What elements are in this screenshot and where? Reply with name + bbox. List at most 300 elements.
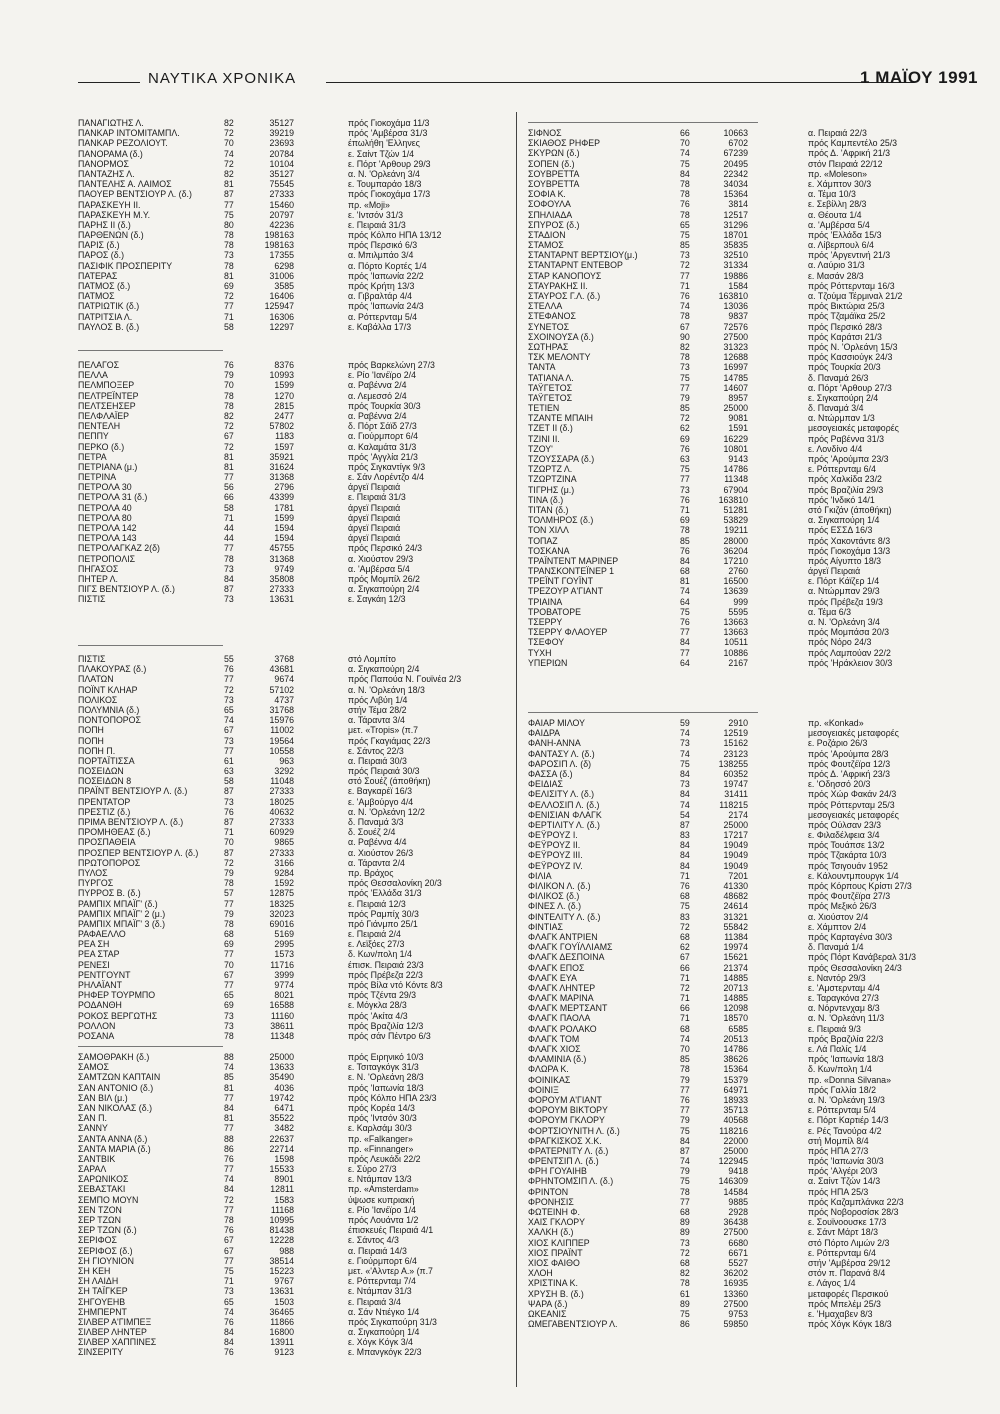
section-rule xyxy=(528,712,758,713)
position-status: α. Ν. 'Ορλεάνη 11/3 xyxy=(808,1013,885,1024)
position-status: ε. Τσιταγκόγκ 31/3 xyxy=(348,1062,419,1073)
gross-tonnage: 27333 xyxy=(269,189,294,200)
vessel-name: ΦΑΡΟΣΙΠ Λ. (δ) xyxy=(528,758,592,769)
position-status: πρός Χαλκίδα 23/2 xyxy=(808,474,882,485)
gross-tonnage: 9749 xyxy=(274,563,294,574)
vessel-name: ΦΛΑΓΚ ΧΙΟΣ xyxy=(528,1044,581,1054)
gross-tonnage: 14786 xyxy=(723,464,748,475)
position-status: ε. Τουμπαράο 18/3 xyxy=(348,179,422,190)
vessel-name: ΣΙΛΒΕΡ ΛΗΝΤΕΡ xyxy=(78,1327,147,1338)
vessel-name: ΣΗ ΛΑΙΔΗ xyxy=(78,1276,119,1287)
gross-tonnage: 9143 xyxy=(728,454,748,464)
position-status: α. Χιούστον 26/3 xyxy=(348,847,414,858)
vessel-name: ΦΛΑΓΚ ΡΟΛΑΚΟ xyxy=(528,1023,597,1034)
position-status: πρός Κόλπο ΗΠΑ 23/3 xyxy=(348,1092,437,1103)
section-rule xyxy=(528,122,758,123)
gross-tonnage: 2167 xyxy=(728,657,748,668)
position-status: πρός Ρόττερνταμ 16/3 xyxy=(808,280,895,291)
gross-tonnage: 1599 xyxy=(274,512,294,523)
position-status: ε. Χόγκ Κόγκ 3/4 xyxy=(348,1337,413,1348)
page-header xyxy=(78,68,978,96)
build-year: 78 xyxy=(680,1278,690,1289)
position-status: ε. Λά Παλίς 1/4 xyxy=(808,1044,867,1054)
build-year: 59 xyxy=(680,718,690,728)
build-year: 76 xyxy=(224,1225,234,1236)
gross-tonnage: 18933 xyxy=(723,1094,748,1105)
position-status: α. Θέουτα 1/4 xyxy=(808,209,862,220)
position-status: α. Ν. 'Ορλεάνη 3/4 xyxy=(348,168,420,179)
vessel-name: ΡΑΦΑΕΛΛΟ xyxy=(78,929,126,940)
vessel-name: ΤΣΚ ΜΕΛΟΝΤΥ xyxy=(528,352,591,363)
build-year: 63 xyxy=(224,766,234,777)
vessel-name: ΣΕΡ ΤΖΩΝ xyxy=(78,1215,121,1225)
position-status: πρός Περσικό 24/3 xyxy=(348,543,423,554)
vessel-name: ΤΟΝ ΧΙΛΛ xyxy=(528,525,569,536)
position-status: πρός Χόγκ Κόγκ 18/3 xyxy=(808,1319,892,1330)
gross-tonnage: 32023 xyxy=(269,908,294,919)
gross-tonnage: 17355 xyxy=(269,250,294,261)
gross-tonnage: 13631 xyxy=(269,594,294,605)
position-status: α. 'Αμβέρσα 5/4 xyxy=(348,563,410,574)
gross-tonnage: 31334 xyxy=(723,260,748,271)
build-year: 78 xyxy=(224,230,234,241)
gross-tonnage: 11160 xyxy=(270,1010,294,1021)
position-status: πρ. «Moji» xyxy=(348,199,390,210)
gross-tonnage: 17210 xyxy=(723,555,748,566)
build-year: 73 xyxy=(680,1237,690,1248)
position-status: πρός 'Αλγέρι 20/3 xyxy=(808,1166,878,1177)
position-status: πρός σάν Πέντρο 6/3 xyxy=(348,1030,431,1041)
vessel-name: ΦΛΩΡΑ Κ. xyxy=(528,1064,569,1075)
position-status: πρός Νοβοροσίσκ 28/3 xyxy=(808,1207,899,1217)
build-year: 72 xyxy=(680,260,690,271)
position-status: α. Ραβέννα 4/4 xyxy=(348,837,407,848)
build-year: 68 xyxy=(680,566,690,577)
position-status: α. Καλαμάτα 31/3 xyxy=(348,441,417,452)
position-status: πρός 'Αρούμπα 28/3 xyxy=(808,748,889,759)
vessel-name: ΦΡΟΝΗΣΙΣ xyxy=(528,1196,574,1207)
gross-tonnage: 67239 xyxy=(723,148,748,159)
build-year: 77 xyxy=(224,472,234,483)
build-year: 78 xyxy=(224,1215,234,1225)
vessel-name: ΤΕΤΙΕΝ xyxy=(528,403,560,414)
build-year: 76 xyxy=(680,617,690,627)
build-year: 82 xyxy=(224,118,234,128)
gross-tonnage: 9418 xyxy=(728,1166,748,1177)
position-status: πρός Γιοκοχάμα 13/3 xyxy=(808,545,891,556)
vessel-name: ΠΑΡΙΣ (δ.) xyxy=(78,240,120,251)
build-year: 73 xyxy=(224,1286,234,1297)
position-status: α. Ντώρμπαν 1/3 xyxy=(808,413,875,424)
build-year: 75 xyxy=(680,901,690,912)
position-status: α. Λίβερπουλ 6/4 xyxy=(808,240,874,251)
gross-tonnage: 11002 xyxy=(270,725,294,736)
vessel-name: ΣΑΝ ΑΝΤΟΝΙΟ (δ.) xyxy=(78,1082,154,1093)
gross-tonnage: 55842 xyxy=(723,921,748,932)
position-status: α. Ραβέννα 2/4 xyxy=(348,410,407,421)
gross-tonnage: 3814 xyxy=(728,199,748,210)
gross-tonnage: 1584 xyxy=(728,280,748,291)
gross-tonnage: 6298 xyxy=(274,260,294,271)
position-status: στό Λομπίτο xyxy=(348,654,396,664)
position-status: άργεϊ Πειραιά xyxy=(348,482,401,493)
build-year: 68 xyxy=(680,891,690,902)
vessel-name: ΣΗΜΠΕΡΝΤ xyxy=(78,1306,127,1317)
build-year: 76 xyxy=(224,1316,234,1327)
gross-tonnage: 14607 xyxy=(723,382,748,393)
vessel-name: ΠΡΕΝΤΑΤΟΡ xyxy=(78,796,131,807)
gross-tonnage: 15621 xyxy=(723,952,748,963)
position-status: ε. Πόρτ Κάϊζερ 1/4 xyxy=(808,576,880,587)
vessel-name: ΦΛΑΓΚ ΔΕΣΠΟΙΝΑ xyxy=(528,952,605,963)
build-year: 87 xyxy=(224,817,234,827)
build-year: 77 xyxy=(680,1105,690,1116)
build-year: 77 xyxy=(680,1084,690,1095)
gross-tonnage: 9837 xyxy=(728,311,748,322)
gross-tonnage: 1597 xyxy=(274,441,294,452)
vessel-name: ΠΟΠΗ Π. xyxy=(78,745,116,756)
vessel-name: ΠΕΤΡΟΛΑ 40 xyxy=(78,502,132,513)
vessel-name: ΠΟΛΙΚΟΣ xyxy=(78,694,118,705)
position-status: ε. Σάντος 4/3 xyxy=(348,1235,399,1246)
vessel-name: ΠΥΛΟΣ xyxy=(78,867,108,878)
build-year: 54 xyxy=(680,809,690,820)
gross-tonnage: 42236 xyxy=(269,219,294,230)
vessel-name: ΦΛΑΓΚ ΕΠΟΣ xyxy=(528,962,585,973)
build-year: 74 xyxy=(224,1174,234,1185)
gross-tonnage: 18570 xyxy=(723,1013,748,1024)
gross-tonnage: 19211 xyxy=(724,525,748,536)
position-status: πρός Γιοκοχάμα 17/3 xyxy=(348,189,431,200)
position-status: ε. Ντάμπαν 31/3 xyxy=(348,1286,412,1297)
position-status: στόν π. Παρανά 8/4 xyxy=(808,1268,886,1279)
gross-tonnage: 31323 xyxy=(723,341,748,352)
gross-tonnage: 35921 xyxy=(269,451,294,462)
gross-tonnage: 20713 xyxy=(723,982,748,993)
gross-tonnage: 38514 xyxy=(269,1255,294,1266)
vessel-name: ΡΕΑ ΣΗ xyxy=(78,939,110,950)
vessel-name: ΠΡΟΜΗΘΕΑΣ (δ.) xyxy=(78,827,151,838)
vessel-name: ΤΖΩΡΤΖ Λ. xyxy=(528,464,573,475)
vessel-name: ΦΛΑΓΚ ΓΟΥΪΛΛΙΑΜΣ xyxy=(528,942,613,953)
vessel-name: ΦΕΫΡΟΥΖ ΙΙΙ. xyxy=(528,850,583,861)
column-divider xyxy=(516,112,517,1387)
vessel-name: ΤΖΑΝΤΕ ΜΠΑΙΗ xyxy=(528,413,593,424)
gross-tonnage: 16406 xyxy=(269,291,294,302)
position-status: πρός 'Ινδικό 14/1 xyxy=(808,494,875,505)
build-year: 77 xyxy=(224,1123,234,1134)
vessel-name: ΠΑΤΜΟΣ (δ.) xyxy=(78,281,131,291)
position-status: πρός Καζαμπλάνκα 22/3 xyxy=(808,1196,904,1207)
build-year: 79 xyxy=(680,392,690,403)
build-year: 72 xyxy=(224,128,234,139)
vessel-name: ΦΑΣΣΑ (δ.) xyxy=(528,768,573,779)
position-status: ε. Ρίο 'Ιανέϊρο 1/4 xyxy=(348,1204,417,1215)
vessel-name: ΡΑΜΠΙΧ ΜΠΑΪΓ' 2 (μ.) xyxy=(78,908,166,919)
build-year: 72 xyxy=(224,857,234,868)
build-year: 73 xyxy=(680,362,690,373)
gross-tonnage: 31321 xyxy=(723,911,748,922)
vessel-name: ΤΡΕΖΟΥΡ Α'ΓΙΑΝΤ xyxy=(528,586,604,597)
vessel-name: ΣΤΑΝΤΑΡΝΤ ΕΝΤΕΒΟΡ xyxy=(528,260,623,271)
position-status: πρός Τσιγουάν 1952 xyxy=(808,860,888,871)
vessel-name: ΠΕΡΚΟ (δ.) xyxy=(78,441,125,452)
vessel-name: ΤΖΟΥΣΣΑΡΑ (δ.) xyxy=(528,454,595,464)
position-status: πρός Κρήτη 13/3 xyxy=(348,281,415,291)
vessel-name: ΣΧΟΙΝΟΥΣΑ (δ.) xyxy=(528,331,594,342)
gross-tonnage: 35127 xyxy=(269,118,294,128)
vessel-name: ΠΡΕΣΤΙΖ (δ.) xyxy=(78,806,131,817)
build-year: 76 xyxy=(680,545,690,556)
build-year: 74 xyxy=(680,799,690,810)
build-year: 75 xyxy=(224,209,234,220)
vessel-name: ΠΑΡΟΣ (δ.) xyxy=(78,250,125,261)
position-status: πρός Τουάπσε 13/2 xyxy=(808,840,885,851)
gross-tonnage: 19747 xyxy=(723,779,748,790)
build-year: 65 xyxy=(224,1296,234,1307)
vessel-name: ΤΣΕΦΟΥ xyxy=(528,637,565,648)
build-year: 77 xyxy=(224,543,234,554)
build-year: 76 xyxy=(224,806,234,817)
vessel-name: ΤΟΛΜΗΡΟΣ (δ.) xyxy=(528,515,594,526)
position-status: α. Ν. 'Ορλεάνη 12/2 xyxy=(348,806,425,817)
gross-tonnage: 1594 xyxy=(274,523,294,533)
position-status: ε. 'Οδησσό 20/3 xyxy=(808,779,871,790)
gross-tonnage: 12228 xyxy=(269,1235,294,1246)
build-year: 81 xyxy=(224,270,234,281)
build-year: 75 xyxy=(680,758,690,769)
position-status: πρός Γιοκοχάμα 11/3 xyxy=(348,118,430,128)
gross-tonnage: 8376 xyxy=(274,360,294,370)
build-year: 62 xyxy=(680,942,690,953)
gross-tonnage: 198163 xyxy=(264,240,294,251)
gross-tonnage: 27500 xyxy=(723,1298,748,1309)
gross-tonnage: 22714 xyxy=(269,1143,294,1154)
vessel-name: ΠΕΤΡΟΠΟΛΙΣ xyxy=(78,553,136,564)
build-year: 71 xyxy=(224,1276,234,1287)
build-year: 86 xyxy=(224,1143,234,1154)
gross-tonnage: 10993 xyxy=(269,370,294,381)
position-status: ε. Σάν Λορέντζο 4/4 xyxy=(348,472,424,483)
position-status: πρός Λουάντα 1/2 xyxy=(348,1215,419,1225)
vessel-name: ΣΕΜΠΟ ΜΟΥΝ xyxy=(78,1194,139,1205)
build-year: 83 xyxy=(680,830,690,841)
gross-tonnage: 23123 xyxy=(723,748,748,759)
build-year: 78 xyxy=(224,553,234,564)
build-year: 78 xyxy=(680,189,690,200)
build-year: 83 xyxy=(680,911,690,922)
position-status: δ. Σουέζ 2/4 xyxy=(348,827,396,838)
position-status: στό Σουέζ (άποθήκη) xyxy=(348,776,431,787)
gross-tonnage: 2760 xyxy=(728,566,748,577)
gross-tonnage: 27333 xyxy=(269,584,294,595)
vessel-name: ΠΕΛΤΡΕΪΝΤΕΡ xyxy=(78,390,139,401)
build-year: 72 xyxy=(224,684,234,695)
gross-tonnage: 67904 xyxy=(723,484,748,495)
position-status: α. Ντώρμπαν 29/3 xyxy=(808,586,880,597)
position-status: πρός 'Ιαπωνία 18/3 xyxy=(348,1082,424,1093)
vessel-name: ΠΕΛΦΛΑΪΕΡ xyxy=(78,410,130,421)
gross-tonnage: 13036 xyxy=(723,301,748,312)
vessel-name: ΠΑΝΟΡΑΜΑ (δ.) xyxy=(78,148,143,159)
gross-tonnage: 3999 xyxy=(274,969,294,980)
vessel-name: ΤΑΫΓΕΤΟΣ xyxy=(528,392,573,403)
vessel-name: ΣΑΝΤΒΙΚ xyxy=(78,1153,116,1164)
position-status: α. 'Αμβέρσα 5/4 xyxy=(808,219,870,230)
gross-tonnage: 1594 xyxy=(274,533,294,544)
position-status: πρός Καρταγένα 30/3 xyxy=(808,931,893,942)
position-status: πρός Χακοντάντε 8/3 xyxy=(808,535,891,546)
position-status: πρός Καράτσι 21/3 xyxy=(808,331,882,342)
vessel-name: ΠΑΝΚΑΡ ΙΝΤΟΜΙΤΑΜΠΛ. xyxy=(78,128,180,139)
position-status: ε. Μπανγκόγκ 22/3 xyxy=(348,1347,422,1358)
position-status: πρός Χώρ Φακάν 24/3 xyxy=(808,789,897,800)
position-status: δ. Παναμά 3/3 xyxy=(348,817,404,827)
gross-tonnage: 36465 xyxy=(269,1306,294,1317)
gross-tonnage: 5169 xyxy=(274,929,294,940)
gross-tonnage: 38626 xyxy=(723,1054,748,1065)
position-status: ε. Ρόττερνταμ 6/4 xyxy=(808,464,876,475)
build-year: 70 xyxy=(680,138,690,149)
gross-tonnage: 12297 xyxy=(269,321,294,332)
gross-tonnage: 12688 xyxy=(723,352,748,363)
build-year: 77 xyxy=(224,1164,234,1175)
build-year: 62 xyxy=(680,423,690,434)
vessel-name: ΠΥΡΡΟΣ Β. (δ.) xyxy=(78,888,141,899)
vessel-name: ΠΕΤΡΙΑΝΑ (μ.) xyxy=(78,461,138,472)
gross-tonnage: 13639 xyxy=(723,586,748,597)
position-status: ε. Κάλουντμπουργκ 1/4 xyxy=(808,870,899,881)
build-year: 68 xyxy=(680,931,690,942)
gross-tonnage: 32510 xyxy=(723,250,748,261)
gross-tonnage: 13663 xyxy=(723,627,748,638)
gross-tonnage: 163810 xyxy=(718,494,748,505)
build-year: 87 xyxy=(224,189,234,200)
gross-tonnage: 18325 xyxy=(269,898,294,909)
vessel-name: ΠΑΝΤΕΛΗΣ Α. ΛΑΙΜΟΣ xyxy=(78,179,172,190)
vessel-name: ΣΗ ΚΕΗ xyxy=(78,1265,111,1276)
vessel-name: ΡΕΝΕΣΙ xyxy=(78,959,110,970)
gross-tonnage: 1573 xyxy=(274,949,294,960)
position-status: πρός Σιγκαντίγκ 9/3 xyxy=(348,461,426,472)
vessel-name: ΠΕΤΡΟΛΑ 142 xyxy=(78,523,137,533)
gross-tonnage: 15379 xyxy=(723,1074,748,1085)
vessel-name: ΣΑΜΟΣ xyxy=(78,1062,109,1073)
gross-tonnage: 2910 xyxy=(728,718,748,728)
build-year: 73 xyxy=(224,563,234,574)
vessel-name: ΧΑΛΚΗ (δ.) xyxy=(528,1227,574,1238)
gross-tonnage: 9774 xyxy=(274,980,294,990)
build-year: 77 xyxy=(680,382,690,393)
position-status: πρός 'Ηράκλειον 30/3 xyxy=(808,657,893,668)
gross-tonnage: 35835 xyxy=(723,240,748,251)
vessel-name: ΤΙΝΑ (δ.) xyxy=(528,494,564,505)
gross-tonnage: 1591 xyxy=(728,423,748,434)
position-status: έπωλήθη 'Ελληνες xyxy=(348,138,420,149)
position-status: α. Σιγκαπούρη 2/4 xyxy=(348,664,420,675)
position-status: α. Ν. 'Ορλεάνη 3/4 xyxy=(808,617,880,627)
gross-tonnage: 14584 xyxy=(723,1186,748,1197)
vessel-name: ΡΗΦΕΡ ΤΟΥΡΜΠΟ xyxy=(78,990,156,1001)
gross-tonnage: 3482 xyxy=(274,1123,294,1134)
gross-tonnage: 163810 xyxy=(718,291,748,301)
vessel-name: ΡΑΜΠΙΧ ΜΠΑΪΓ' 3 (δ.) xyxy=(78,918,166,929)
build-year: 65 xyxy=(224,704,234,715)
gross-tonnage: 999 xyxy=(733,596,748,607)
vessel-name: ΣΙΝΣΕΡΙΤΥ xyxy=(78,1347,124,1358)
vessel-name: ΦΡΙΝΤΟΝ xyxy=(528,1186,569,1197)
build-year: 64 xyxy=(680,596,690,607)
gross-tonnage: 59850 xyxy=(723,1319,748,1330)
position-status: πρός Νόρο 24/3 xyxy=(808,637,872,648)
gross-tonnage: 25000 xyxy=(723,403,748,414)
position-status: πρός Ραβέννα 31/3 xyxy=(808,433,885,444)
vessel-name: ΣΙΛΒΕΡ Α'ΓΙΜΠΕΞ xyxy=(78,1316,152,1327)
gross-tonnage: 35522 xyxy=(269,1113,294,1124)
vessel-name: ΦΟΡΟΥΜ ΒΙΚΤΟΡΥ xyxy=(528,1105,608,1116)
vessel-name: ΡΟΚΟΣ ΒΕΡΓΩΤΗΣ xyxy=(78,1010,158,1021)
position-status: άργεϊ Πειραιά xyxy=(348,523,401,533)
build-year: 73 xyxy=(224,250,234,261)
build-year: 71 xyxy=(224,311,234,322)
position-status: πρός 'Αργεντινή 21/3 xyxy=(808,250,891,261)
gross-tonnage: 15364 xyxy=(723,189,748,200)
build-year: 82 xyxy=(680,341,690,352)
position-status: ε. Μόγκλα 28/3 xyxy=(348,1000,407,1011)
build-year: 81 xyxy=(680,576,690,587)
vessel-name: ΦΛΑΓΚ ΛΗΝΤΕΡ xyxy=(528,982,596,993)
vessel-name: ΠΕΤΡΟΛΑ 30 xyxy=(78,482,132,493)
position-status: α. Ραβέννα 2/4 xyxy=(348,380,407,391)
position-status: ε. Πόρτ 'Αρθουρ 29/3 xyxy=(348,158,431,169)
position-status: πρός 'Ιαπωνία 18/3 xyxy=(808,1054,884,1065)
gross-tonnage: 9284 xyxy=(274,867,294,878)
gross-tonnage: 2174 xyxy=(728,809,748,820)
position-status: πρός Τζαμάϊκα 25/2 xyxy=(808,311,886,322)
vessel-name: ΠΟΪΝΤ ΚΛΗΑΡ xyxy=(78,684,138,695)
vessel-name: ΣΑΝ Π. xyxy=(78,1113,107,1124)
vessel-name: ΠΕΛΛΑ xyxy=(78,370,108,381)
vessel-name: ΤΥΧΗ xyxy=(528,647,552,658)
vessel-name: ΤΣΕΡΡΥ ΦΛΑΟΥΕΡ xyxy=(528,627,608,638)
build-year: 87 xyxy=(224,847,234,858)
vessel-name: ΣΑΡΩΝΙΚΟΣ xyxy=(78,1174,129,1185)
vessel-name: ΦΟΡΟΥΜ ΓΚΛΟΡΥ xyxy=(528,1115,605,1126)
vessel-name: ΣΟΥΒΡΕΤΤΑ xyxy=(528,178,580,189)
vessel-name: ΡΕΑ ΣΤΑΡ xyxy=(78,949,120,960)
gross-tonnage: 6585 xyxy=(728,1023,748,1034)
gross-tonnage: 6680 xyxy=(728,1237,748,1248)
vessel-name: ΦΕΛΛΟΣΙΠ Λ. (δ.) xyxy=(528,799,600,810)
vessel-name: ΣΤΑΥΡΑΚΗΣ ΙΙ. xyxy=(528,280,588,291)
gross-tonnage: 57802 xyxy=(269,421,294,432)
header-rule-left xyxy=(78,82,140,83)
build-year: 65 xyxy=(680,219,690,230)
vessel-name: ΣΤΑΜΟΣ xyxy=(528,240,564,251)
gross-tonnage: 10995 xyxy=(269,1215,294,1225)
vessel-name: ΦΛΑΓΚ ΤΟΜ xyxy=(528,1033,580,1044)
build-year: 74 xyxy=(224,1062,234,1073)
build-year: 73 xyxy=(680,484,690,495)
gross-tonnage: 15162 xyxy=(723,738,748,749)
vessel-name: ΣΟΦΙΑ Κ. xyxy=(528,189,566,200)
build-year: 75 xyxy=(680,606,690,617)
build-year: 72 xyxy=(680,921,690,932)
vessel-name: ΠΡΙΜΑ ΒΕΝΤΣΙΟΥΡ Λ. (δ.) xyxy=(78,817,184,827)
position-status: πρός Μομπάσα 20/3 xyxy=(808,627,890,638)
build-year: 89 xyxy=(680,1227,690,1238)
position-status: πρός Δ. 'Αφρική 21/3 xyxy=(808,148,890,159)
